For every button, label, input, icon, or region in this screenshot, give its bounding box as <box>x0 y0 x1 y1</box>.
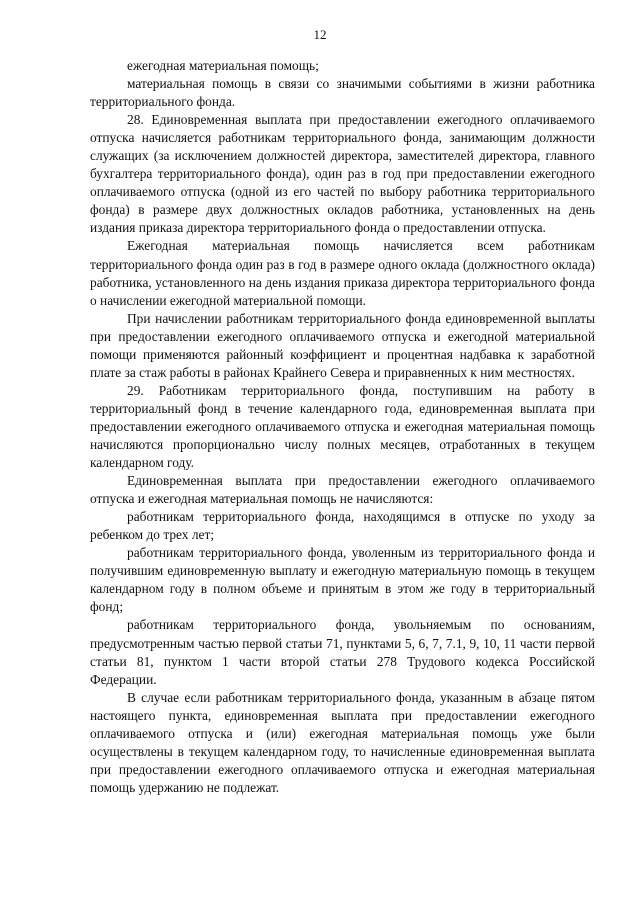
paragraph: ежегодная материальная помощь; <box>127 58 319 73</box>
paragraph: материальная помощь в связи со значимыми событиями в жизни работника территориального фонда. <box>90 76 595 110</box>
paragraph: Единовременная выплата при предоставлении ежегодного оплачиваемого отпуска и ежегодная материальная помощь не начисляются: <box>90 473 595 507</box>
paragraph: работникам территориального фонда, увольняемым по основаниям, предусмотренным частью первой статьи 71, пунктами 5, 6, 7, 7.1, 9, 10, 11 части первой статьи 81, пунктом 1 части второй статьи 278 Трудового кодекса Российской Федерации. <box>90 617 595 687</box>
document-body <box>90 57 595 797</box>
paragraph: 29. Работникам территориального фонда, поступившим на работу в территориальный фонд в течение календарного года, единовременная выплата при предоставлении ежегодного оплачиваемого отпуска и ежегодная материальная помощь начисляются пропорционально числу полных месяцев, отработанных в текущем календарном году. <box>90 382 595 471</box>
paragraph: В случае если работникам территориального фонда, указанным в абзаце пятом настоящего пункта, единовременная выплата при предоставлении ежегодного оплачиваемого отпуска и (или) ежегодная материальная помощь уже были осуществлены в текущем календарном году, то начисленные единовременная выплата при предоставлении ежегодного оплачиваемого отпуска и ежегодная материальная помощь удержанию не подлежат. <box>90 689 595 795</box>
paragraph: 28. Единовременная выплата при предоставлении ежегодного оплачиваемого отпуска начисляется работникам территориального фонда, занимающим должности служащих (за исключением должностей директора, заместителей директора, главного бухгалтера территориального фонда), один раз в год при предоставлении ежегодного оплачиваемого отпуска (одной из его частей по выбору работника территориального фонда) в размере двух должностных окладов работника, установленных на день издания приказа директора территориального фонда о предоставлении отпуска. <box>90 112 595 236</box>
paragraph: Ежегодная материальная помощь начисляется всем работникам территориального фонда один раз в год в размере одного оклада (должностного оклада) работника, установленного на день издания приказа директора территориального фонда о начислении ежегодной материальной помощи. <box>90 238 595 308</box>
paragraph: работникам территориального фонда, находящимся в отпуске по уходу за ребенком до трех лет; <box>90 509 595 543</box>
page-number: 12 <box>313 27 327 42</box>
paragraph: работникам территориального фонда, уволенным из территориального фонда и получившим единовременную выплату и ежегодную материальную помощь в текущем календарном году в полном объеме и принятым в этом же году в территориальный фонд; <box>90 545 595 615</box>
paragraph: При начислении работникам территориального фонда единовременной выплаты при предоставлении ежегодного оплачиваемого отпуска и ежегодной материальной помощи применяются районный коэффициент и процентная надбавка к заработной плате за стаж работы в районах Крайнего Севера и приравненных к ним местностях. <box>90 310 595 380</box>
